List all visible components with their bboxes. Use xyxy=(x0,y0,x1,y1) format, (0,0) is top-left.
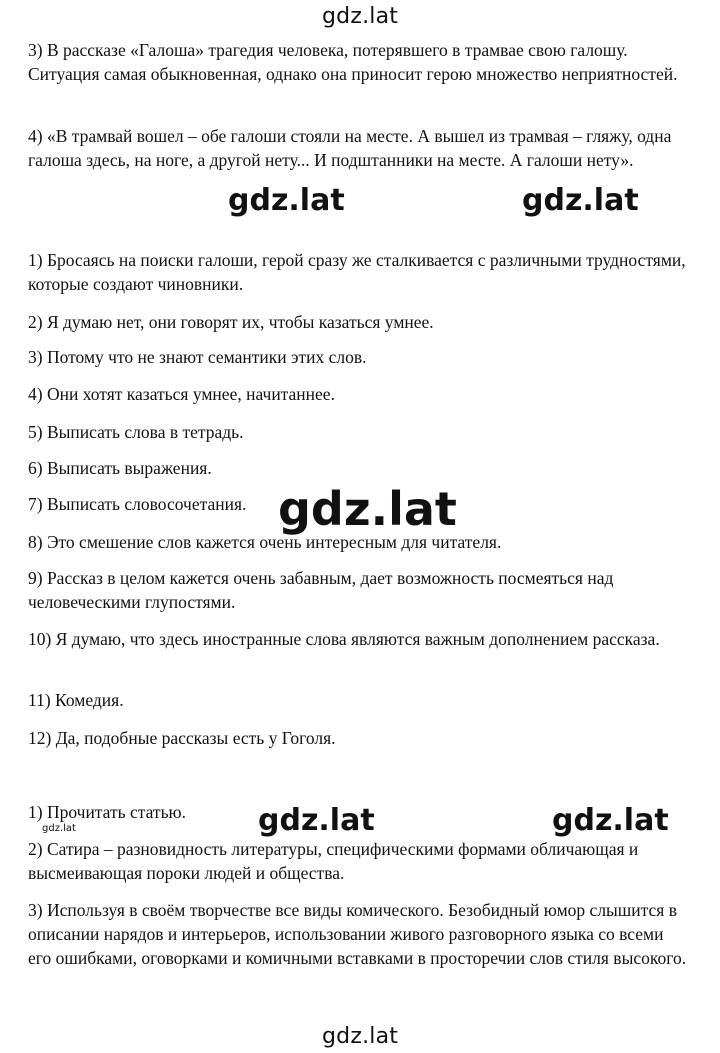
list-item: 3) Используя в своём творчестве все виды комического. Безобидный юмор слышится в описании нарядов и интерьеров, использовании живого разговорного языка со всеми его ошибками, оговорками и комичными вставками в просторечии слов стиля высокого. xyxy=(28,900,687,968)
footer-watermark: gdz.lat xyxy=(322,1024,399,1049)
overlay-watermark: gdz.lat xyxy=(552,803,669,838)
list-item: 4) Они хотят казаться умнее, начитаннее. xyxy=(28,384,335,404)
list-item: 6) Выписать выражения. xyxy=(28,458,212,478)
list-item: 5) Выписать слова в тетрадь. xyxy=(28,422,244,442)
list-item: 1) Бросаясь на поиски галоши, герой сразу же сталкивается с различными трудностями, которые создают чиновники. xyxy=(28,250,686,294)
answer-3: 3) В рассказе «Галоша» трагедия человека, потерявшего в трамвае свою галошу. Ситуация самая обыкновенная, однако она приносит герою множество неприятностей. xyxy=(28,40,678,84)
overlay-watermark: gdz.lat xyxy=(278,482,457,536)
overlay-watermark: gdz.lat xyxy=(258,803,375,838)
header-watermark: gdz.lat xyxy=(322,4,399,29)
overlay-watermark: gdz.lat xyxy=(522,183,639,218)
list-item: 11) Комедия. xyxy=(28,690,124,710)
list-item: 7) Выписать словосочетания. xyxy=(28,494,247,514)
list-item: 1) Прочитать статью. xyxy=(28,802,187,822)
list-item: 12) Да, подобные рассказы есть у Гоголя. xyxy=(28,728,336,748)
list-item: 8) Это смешение слов кажется очень интересным для читателя. xyxy=(28,532,502,552)
answer-4: 4) «В трамвай вошел – обе галоши стояли на месте. А вышел из трамвая – гляжу, одна галоша здесь, на ноге, а другой нету... И подштанники на месте. А галоши нету». xyxy=(28,126,672,170)
overlay-watermark: gdz.lat xyxy=(228,183,345,218)
list-item: 9) Рассказ в целом кажется очень забавным, дает возможность посмеяться над человеческими глупостями. xyxy=(28,568,614,612)
list-item: 2) Сатира – разновидность литературы, специфическими формами обличающая и высмеивающая пороки людей и общества. xyxy=(28,839,639,883)
list-item: 10) Я думаю, что здесь иностранные слова являются важным дополнением рассказа. xyxy=(28,629,660,649)
tiny-watermark: gdz.lat xyxy=(42,823,76,834)
list-item: 2) Я думаю нет, они говорят их, чтобы казаться умнее. xyxy=(28,312,434,332)
list-item: 3) Потому что не знают семантики этих слов. xyxy=(28,347,367,367)
